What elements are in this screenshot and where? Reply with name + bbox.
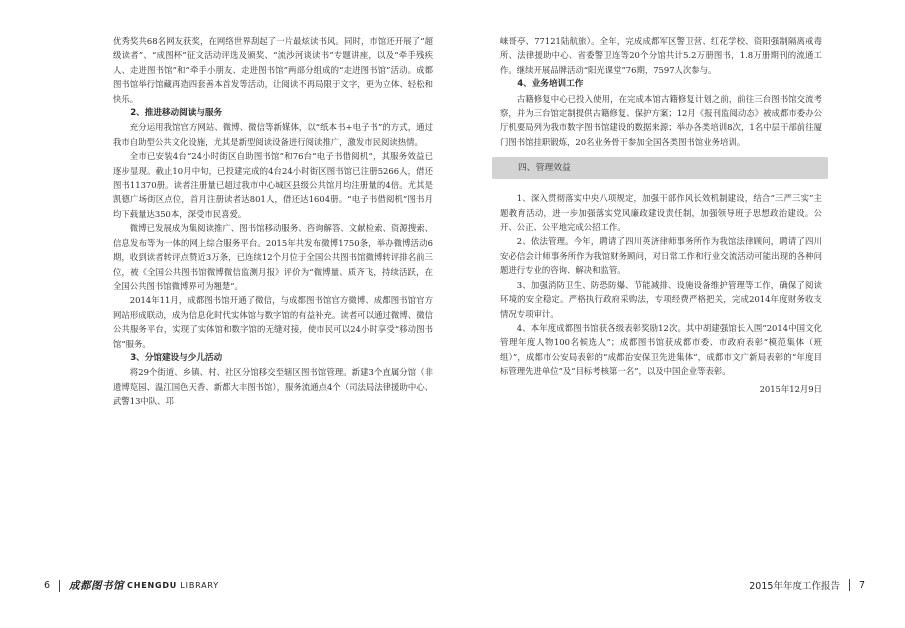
paragraph: 3、加强消防卫生、防恐防爆、节能减排、设施设备维护管理等工作，确保了阅读环境的安全稳定。严格执行政府采购法，专项经费严格把关，完成2014年度财务收支情况专项审计。 bbox=[500, 279, 822, 319]
left-column bbox=[113, 34, 433, 409]
page-number-right: 7 bbox=[858, 579, 865, 591]
section-title: 四、管理效益 bbox=[518, 163, 571, 174]
paragraph: 充分运用我馆官方网站、微博、微信等新媒体，以“纸本书+电子书”的方式，通过我市自助型公共文化设施，尤其是新型阅读设备进行阅读推广，激发市民阅读热情。 bbox=[113, 122, 433, 147]
footer-divider bbox=[59, 580, 60, 592]
right-column bbox=[500, 34, 822, 396]
paragraph: 优秀奖共68名网友获奖，在网络世界刮起了一片最炫读书风。同时，市馆还开展了“超级读者”、“成图杯”征文活动评选及颁奖、“流沙河谈读书”专题讲座，以及“牵手残疾人、走进图书馆”和“牵手小朋友、走进图书馆”两部分组成的“走进图书馆”活动。成都图书馆举行馆藏再造四套善本首发等活动，让阅读不再局限于文字，更为立体、轻松和快乐。 bbox=[113, 36, 433, 104]
paragraph: 1、深入贯彻落实中央八项规定，加强干部作风长效机制建设，结合“三严三实”主题教育活动，进一步加强落实党风廉政建设责任制，加强领导班子思想政治建设。公开、公正、公平地完成公招工作。 bbox=[500, 193, 822, 233]
paragraph: 将29个街道、乡镇、村、社区分馆移交至辖区图书馆管理。新建3个直属分馆（非遗博览园、温江国色天香、新都大丰图书馆），服务流通点4个（司法局法律援助中心、武警13中队、邛 bbox=[113, 367, 433, 407]
paragraph: 崃哥亭、77121陆航旅）。全年，完成成都军区警卫营、红花学校、资阳强制隔离戒毒所、法律援助中心、省委警卫连等20个分馆共计5.2万册图书，1.8万册期刊的流通工作。继续开展品牌活动“阳光课堂”76期，7597人次参与。 bbox=[500, 36, 822, 75]
library-logo-en bbox=[127, 581, 219, 590]
report-date: 2015年12月9日 bbox=[759, 383, 822, 394]
paragraph: 4、本年度成都图书馆获各级表彰奖励12次。其中胡建强馆长入围“2014中国文化管理年度人物100名候选人”；成都图书馆获成都市委、市政府表彰“模范集体（班组）”，成都市公安局表彰的“成都治安保卫先进集体”，成都市文广新局表彰的“年度目标管理先进单位”及“目标考核第一名”，以及中国企业等表彰。 bbox=[500, 322, 822, 377]
section-title-band bbox=[492, 157, 828, 179]
paragraph: 2014年11月，成都图书馆开通了微信，与成都图书馆官方微博、成都图书馆官方网站形成联动，成为信息化时代实体馆与数字馆的有益补充。读者可以通过微博、微信公共服务平台，实现了实体馆和数字馆的无缝对接，使市民可以24小时享受“移动图书馆”服务。 bbox=[113, 295, 433, 349]
paragraph: 2、依法管理。今年，聘请了四川英济律师事务所作为我馆法律顾问，聘请了四川安必信会计师事务所作为我馆财务顾问，对日常工作和行业交流活动可能出现的各种问题进行专业的咨询、解决和监管。 bbox=[500, 236, 822, 276]
section-heading: 4、业务培训工作 bbox=[517, 79, 584, 90]
paragraph: 古籍修复中心已投入使用，在完成本馆古籍修复计划之前，前往三台图书馆交流考察，并为三台馆定制提供古籍修复、保护方案；12月《报刊监阅动态》被成都市委办公厅机要局列为我市数字图书馆建设的数据来源；举办各类培训8次，1名中层干部前往厦门图书馆挂职锻炼，20名业务骨干参加全国各类图书馆业务培训。 bbox=[500, 93, 822, 147]
logo-en-bold: CHENGDU bbox=[127, 581, 178, 590]
page-number-left: 6 bbox=[44, 580, 51, 591]
logo-en-light: LIBRARY bbox=[180, 581, 219, 590]
footer-left bbox=[44, 578, 219, 593]
paragraph: 全市已安装4台“24小时街区自助图书馆”和76台“电子书借阅机”，其服务效益已逐步显现。截止10月中旬，已投建完成的4台24小时街区图书馆已注册5266人，借还图书11370册。读者注册量已超过我市中心城区县级公共馆月均注册量的4倍。尤其是凯德广场街区点位，首月注册读者达801人，借还达1604册。“电子书借阅机”图书月均下载量达350本，深受市民喜爱。 bbox=[113, 151, 433, 219]
section-heading: 3、分馆建设与少儿活动 bbox=[130, 352, 223, 363]
library-logo-text: 成都图书馆 bbox=[69, 580, 125, 592]
footer-right bbox=[749, 578, 865, 592]
paragraph: 微博已发展成为集阅读推广、图书馆移动服务、咨询解答、文献检索、资源搜索、信息发布等为一体的网上综合服务平台。2015年共发布微博1750条，举办微博活动6期，收到读者转评点赞近3万条，已连续12个月位于全国公共图书馆微博转评排名前三位，被《全国公共图书馆微博微信监测月报》评价为“微博量、质齐飞，持续活跃，在全国公共图书馆微博界可为翘楚”。 bbox=[113, 223, 433, 291]
section-heading: 2、推进移动阅读与服务 bbox=[130, 108, 223, 119]
footer-divider bbox=[849, 579, 850, 591]
report-title: 2015年年度工作报告 bbox=[749, 581, 840, 592]
